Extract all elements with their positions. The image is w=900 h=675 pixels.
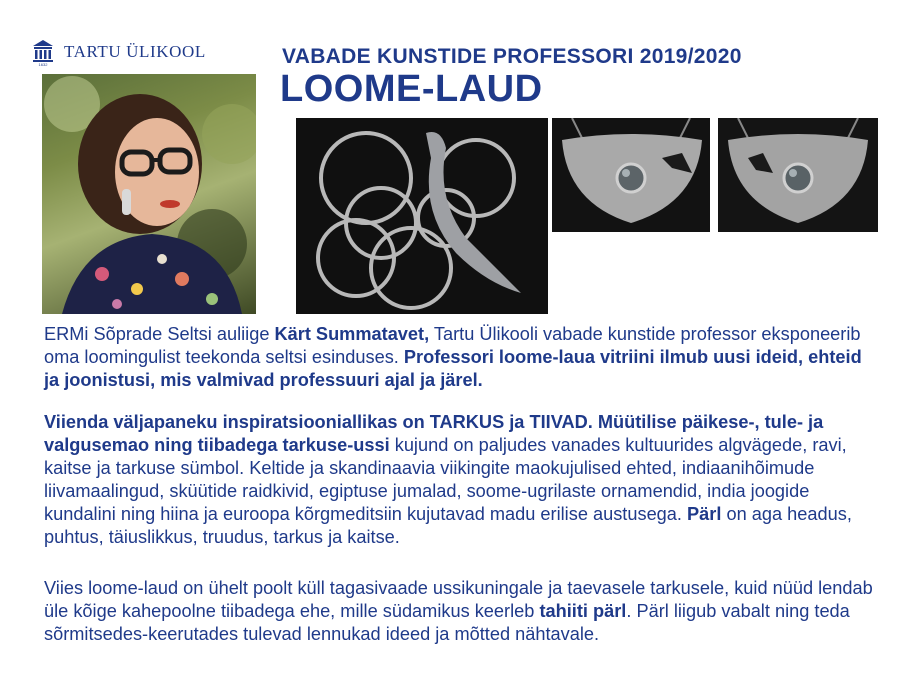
rings-jewelry-photo xyxy=(296,118,548,314)
university-seal-icon xyxy=(32,38,54,66)
intro-paragraph: ERMi Sõprade Seltsi auliige Kärt Summatavet, Tartu Ülikooli vabade kunstide professor eksponeerib oma loomingulist teekonda seltsi esinduses. Professori loome-laua vitriini ilmub uusi ideid, ehteid ja joonistusi, mis valmivad professuuri ajal ja järel. xyxy=(44,324,862,390)
page-subtitle: VABADE KUNSTIDE PROFESSORI 2019/2020 xyxy=(282,45,742,68)
inspiration-paragraph: Viienda väljapaneku inspiratsiooniallikas on TARKUS ja TIIVAD. Müütilise päikese-, tule- ja valgusemao ning tiibadega tarkuse-ussi kujund on paljudes vanades kultuurides algvägede, ravi, kaitse ja tarkuse sümbol. Keltide ja skandinaavia viikingite maokujulised ehted, indiaanihõimude liivamaalingud, sküütide raidkivid, egiptuse jumalad, soome-ugrilaste ornamendid, india joogide kundalini ning hiina ja euroopa kõrgmeditsiin kujutavad madu erilise austusega. Pärl on aga headus, puhtus, täiuslikkus, truudus, tarkus ja kaitse. xyxy=(44,412,852,547)
pendant-photo-back xyxy=(718,118,878,232)
university-name: TARTU ÜLIKOOL xyxy=(64,42,206,61)
page-title: LOOME-LAUD xyxy=(280,68,543,110)
seal-year: 1632 xyxy=(38,62,48,66)
portrait-photo xyxy=(42,74,256,314)
pendant-photo-front xyxy=(552,118,710,232)
closing-paragraph: Viies loome-laud on ühelt poolt küll tagasivaade ussikuningale ja taevasele tarkusele, kuid nüüd lendab üle kõige kahepoolne tiibadega ehe, mille südamikus keerleb tahiiti pärl. Pärl liigub vabalt ning teda sõrmitsedes-keerutades tulevad lennukad ideed ja mõtted nähtavale. xyxy=(44,578,873,644)
university-logo xyxy=(32,36,206,68)
